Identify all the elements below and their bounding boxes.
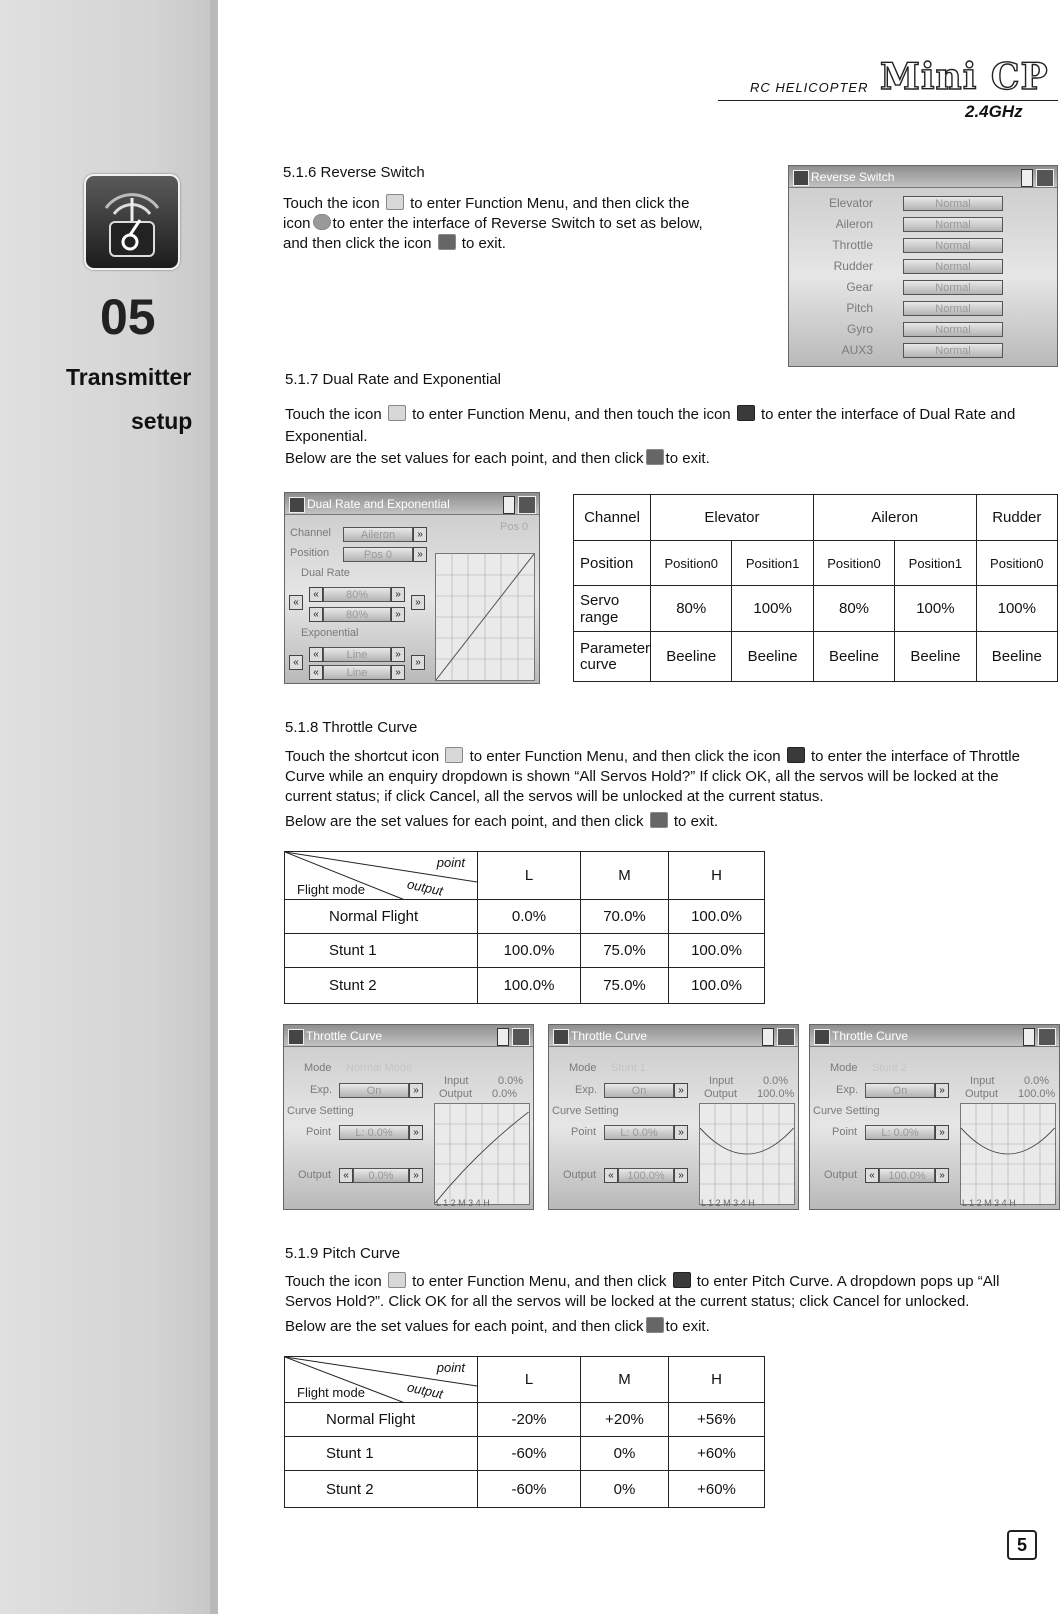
exit-icon bbox=[650, 812, 668, 828]
reverse-value-field[interactable]: Normal bbox=[903, 280, 1003, 295]
curve-setting-label: Curve Setting bbox=[287, 1105, 354, 1117]
page-number: 5 bbox=[1007, 1530, 1037, 1560]
throttle-curve-icon bbox=[787, 747, 805, 763]
table-cell: 70.0% bbox=[581, 900, 669, 934]
increase-arrow-icon[interactable]: » bbox=[391, 607, 405, 622]
exp-field[interactable]: On bbox=[339, 1083, 409, 1098]
channel-field[interactable]: Aileron bbox=[343, 527, 413, 542]
decrease-arrow-icon[interactable]: « bbox=[309, 665, 323, 680]
exp-field[interactable]: On bbox=[604, 1083, 674, 1098]
input-label: Input bbox=[444, 1075, 469, 1087]
decrease-arrow-icon[interactable]: « bbox=[604, 1168, 618, 1183]
transmitter-icon bbox=[84, 174, 180, 270]
reverse-value-field[interactable]: Normal bbox=[903, 238, 1003, 253]
throttle-curve-screen bbox=[809, 1024, 1060, 1210]
battery-icon bbox=[503, 496, 515, 514]
table-row bbox=[285, 1471, 765, 1508]
exit-icon bbox=[646, 1317, 664, 1333]
table-cell: Position1 bbox=[732, 541, 813, 586]
paragraph: Touch the icon to enter Function Menu, and then touch the icon to enter the interface of Dual Rate and Exponential. Below are the set values for each point, and then click to exit. bbox=[285, 406, 1016, 467]
throttle-curve-icon bbox=[553, 1029, 569, 1045]
output-label: Output bbox=[704, 1088, 738, 1100]
table-header: M bbox=[581, 852, 669, 900]
table-header: H bbox=[669, 1357, 765, 1403]
table-cell: 100.0% bbox=[478, 934, 581, 968]
decrease-arrow-icon[interactable]: « bbox=[339, 1168, 353, 1183]
throttle-curve-table bbox=[284, 851, 765, 1004]
reverse-value-field[interactable]: Normal bbox=[903, 322, 1003, 337]
input-value: 0.0% bbox=[498, 1075, 524, 1087]
output-value: 100.0% bbox=[1018, 1088, 1056, 1100]
next-arrow-icon[interactable]: » bbox=[935, 1083, 949, 1098]
mode-value: Stunt 1 bbox=[611, 1062, 646, 1074]
screen-title: Dual Rate and Exponential bbox=[285, 493, 539, 515]
table-cell: 0% bbox=[581, 1437, 669, 1471]
table-header: Channel bbox=[574, 495, 651, 541]
table-diagonal-header: point output Flight mode bbox=[285, 852, 478, 900]
reverse-value-field[interactable]: Normal bbox=[903, 259, 1003, 274]
channel-label: Aileron bbox=[835, 217, 873, 231]
mode-label: Mode bbox=[569, 1062, 597, 1074]
section-heading: 5.1.6 Reverse Switch bbox=[283, 164, 425, 181]
axis-labels: L 1 2 M 3 4 H bbox=[701, 1198, 755, 1208]
reverse-value-field[interactable]: Normal bbox=[903, 301, 1003, 316]
channel-label: Throttle bbox=[832, 238, 873, 252]
output-label: Output bbox=[298, 1169, 332, 1181]
dual-rate-label: Dual Rate bbox=[301, 567, 350, 579]
table-cell: Normal Flight bbox=[285, 900, 478, 934]
table-cell: -20% bbox=[478, 1403, 581, 1437]
reverse-switch-screen bbox=[788, 165, 1058, 367]
exponential-value-1[interactable]: Line bbox=[323, 647, 391, 662]
mode-value: Stunt 2 bbox=[872, 1062, 907, 1074]
function-menu-icon bbox=[445, 747, 463, 763]
input-label: Input bbox=[709, 1075, 734, 1087]
dual-rate-table bbox=[573, 494, 1058, 682]
output-field[interactable]: 100.0% bbox=[618, 1168, 674, 1183]
channel-label: Rudder bbox=[833, 259, 873, 273]
prev-arrow-icon[interactable]: « bbox=[289, 595, 303, 610]
sidebar-edge bbox=[210, 0, 218, 1614]
throttle-curve-screen bbox=[283, 1024, 534, 1210]
exit-icon bbox=[646, 449, 664, 465]
throttle-curve-screen bbox=[548, 1024, 799, 1210]
point-label: Point bbox=[571, 1126, 597, 1138]
table-diagonal-header: point output Flight mode bbox=[285, 1357, 478, 1403]
next-arrow-icon[interactable]: » bbox=[935, 1125, 949, 1140]
increase-arrow-icon[interactable]: » bbox=[391, 647, 405, 662]
channel-label: Channel bbox=[290, 527, 331, 539]
chapter-subtitle: setup bbox=[131, 408, 193, 434]
pitch-curve-table bbox=[284, 1356, 765, 1508]
exit-icon bbox=[438, 234, 456, 250]
output-label: Output bbox=[563, 1169, 597, 1181]
next-arrow-icon[interactable]: » bbox=[411, 595, 425, 610]
curve-graph bbox=[699, 1103, 795, 1205]
table-cell: Beeline bbox=[976, 632, 1057, 682]
exp-label: Exp. bbox=[836, 1084, 859, 1096]
table-cell: 100% bbox=[976, 586, 1057, 632]
table-cell: 0% bbox=[581, 1471, 669, 1508]
battery-icon bbox=[762, 1028, 774, 1046]
header-rc-label: RC HELICOPTER bbox=[750, 80, 869, 95]
input-label: Input bbox=[970, 1075, 995, 1087]
table-cell: Beeline bbox=[895, 632, 976, 682]
point-field[interactable]: L: 0.0% bbox=[865, 1125, 935, 1140]
header-divider bbox=[718, 100, 1058, 101]
mode-label: Mode bbox=[830, 1062, 858, 1074]
table-cell: Servo range bbox=[574, 586, 651, 632]
table-cell: 0.0% bbox=[478, 900, 581, 934]
table-header: L bbox=[478, 852, 581, 900]
curve-setting-label: Curve Setting bbox=[813, 1105, 880, 1117]
table-cell: +20% bbox=[581, 1403, 669, 1437]
function-menu-icon bbox=[388, 1272, 406, 1288]
table-cell: Stunt 1 bbox=[285, 1437, 478, 1471]
next-arrow-icon[interactable]: » bbox=[674, 1125, 688, 1140]
table-row bbox=[285, 934, 765, 968]
reverse-switch-icon bbox=[313, 214, 331, 230]
axis-labels: L 1 2 M 3 4 H bbox=[962, 1198, 1016, 1208]
header-logo: Mini CP bbox=[880, 56, 1049, 98]
throttle-curve-icon bbox=[288, 1029, 304, 1045]
battery-icon bbox=[1023, 1028, 1035, 1046]
next-arrow-icon[interactable]: » bbox=[413, 527, 427, 542]
mode-value: Normal Mode bbox=[346, 1062, 413, 1074]
dual-rate-value-2[interactable]: 80% bbox=[323, 607, 391, 622]
table-cell: 80% bbox=[813, 586, 894, 632]
table-cell: 100.0% bbox=[669, 968, 765, 1004]
pitch-curve-icon bbox=[673, 1272, 691, 1288]
table-header: Aileron bbox=[813, 495, 976, 541]
exit-icon[interactable] bbox=[1036, 169, 1054, 187]
input-value: 0.0% bbox=[1024, 1075, 1050, 1087]
next-arrow-icon[interactable]: » bbox=[409, 1083, 423, 1098]
table-cell: Stunt 2 bbox=[285, 968, 478, 1004]
section-heading: 5.1.7 Dual Rate and Exponential bbox=[285, 371, 501, 388]
curve-graph bbox=[960, 1103, 1056, 1205]
decrease-arrow-icon[interactable]: « bbox=[865, 1168, 879, 1183]
increase-arrow-icon[interactable]: » bbox=[935, 1168, 949, 1183]
section-heading: 5.1.9 Pitch Curve bbox=[285, 1245, 401, 1262]
table-row bbox=[285, 900, 765, 934]
dual-rate-value-1[interactable]: 80% bbox=[323, 587, 391, 602]
table-cell: Position1 bbox=[895, 541, 976, 586]
channel-label: AUX3 bbox=[841, 343, 873, 357]
screen-title: Reverse Switch bbox=[789, 166, 1057, 188]
table-cell: 100.0% bbox=[669, 934, 765, 968]
table-cell: Beeline bbox=[732, 632, 813, 682]
position-field[interactable]: Pos 0 bbox=[343, 547, 413, 562]
reverse-value-field[interactable]: Normal bbox=[903, 343, 1003, 358]
channel-label: Pitch bbox=[846, 301, 873, 315]
chapter-title: Transmitter bbox=[66, 364, 192, 390]
paragraph: Touch the shortcut icon to enter Function Menu, and then click the icon to enter the interface of Throttle Curve while an enquiry dropdown is shown “All Servos Hold?” If click OK, all the servos will be locked at the current status; if click Cancel, all the servos will be unlocked at the current status. Below are the set values for each point, and then click to exit. bbox=[285, 748, 1020, 830]
increase-arrow-icon[interactable]: » bbox=[391, 587, 405, 602]
curve-graph bbox=[434, 1103, 530, 1205]
table-row bbox=[285, 968, 765, 1004]
output-label: Output bbox=[439, 1088, 473, 1100]
table-header: L bbox=[478, 1357, 581, 1403]
output-label: Output bbox=[824, 1169, 858, 1181]
table-cell: Position0 bbox=[813, 541, 894, 586]
next-arrow-icon[interactable]: » bbox=[409, 1125, 423, 1140]
exponential-label: Exponential bbox=[301, 627, 359, 639]
point-label: Point bbox=[832, 1126, 858, 1138]
next-arrow-icon[interactable]: » bbox=[413, 547, 427, 562]
battery-icon bbox=[497, 1028, 509, 1046]
throttle-curve-icon bbox=[814, 1029, 830, 1045]
increase-arrow-icon[interactable]: » bbox=[674, 1168, 688, 1183]
mode-label: Mode bbox=[304, 1062, 332, 1074]
exp-label: Exp. bbox=[310, 1084, 333, 1096]
output-field[interactable]: 100.0% bbox=[879, 1168, 935, 1183]
table-cell: +60% bbox=[669, 1437, 765, 1471]
paragraph: Touch the icon to enter Function Menu, and then click to enter Pitch Curve. A dropdown pops up “All Servos Hold?”. Click OK for all the servos will be locked at the current status; click Cancel for unlocked. Below are the set values for each point, and then click to exit. bbox=[285, 1273, 1000, 1335]
table-cell: 100% bbox=[732, 586, 813, 632]
table-cell: Beeline bbox=[651, 632, 732, 682]
header-band: 2.4GHz bbox=[965, 102, 1023, 121]
next-arrow-icon[interactable]: » bbox=[411, 655, 425, 670]
output-value: 0.0% bbox=[492, 1088, 518, 1100]
table-cell: 75.0% bbox=[581, 968, 669, 1004]
screen-title: Throttle Curve bbox=[549, 1025, 798, 1047]
paragraph: Touch the icon to enter Function Menu, and then click the icon to enter the interface of Reverse Switch to set as below, and then click the icon to exit. bbox=[283, 195, 703, 252]
exit-icon[interactable] bbox=[518, 496, 536, 514]
table-header: Rudder bbox=[976, 495, 1057, 541]
point-field[interactable]: L: 0.0% bbox=[339, 1125, 409, 1140]
table-cell: Position0 bbox=[976, 541, 1057, 586]
position-label: Position bbox=[290, 547, 330, 559]
table-row bbox=[285, 1437, 765, 1471]
table-cell: Parameter curve bbox=[574, 632, 651, 682]
input-value: 0.0% bbox=[763, 1075, 789, 1087]
reverse-switch-icon bbox=[793, 170, 809, 186]
channel-label: Gear bbox=[846, 280, 873, 294]
chapter-number: 05 bbox=[100, 289, 156, 345]
decrease-arrow-icon[interactable]: « bbox=[309, 587, 323, 602]
channel-label: Elevator bbox=[828, 196, 873, 210]
channel-label: Gyro bbox=[846, 322, 873, 336]
table-cell: Position bbox=[574, 541, 651, 586]
table-cell: 80% bbox=[651, 586, 732, 632]
table-header: Elevator bbox=[651, 495, 814, 541]
table-cell: Stunt 1 bbox=[285, 934, 478, 968]
dual-rate-icon bbox=[289, 497, 305, 513]
table-cell: -60% bbox=[478, 1471, 581, 1508]
table-cell: 100% bbox=[895, 586, 976, 632]
table-cell: 75.0% bbox=[581, 934, 669, 968]
prev-arrow-icon[interactable]: « bbox=[289, 655, 303, 670]
table-cell: 100.0% bbox=[478, 968, 581, 1004]
output-label: Output bbox=[965, 1088, 999, 1100]
next-arrow-icon[interactable]: » bbox=[674, 1083, 688, 1098]
table-cell: Position0 bbox=[651, 541, 732, 586]
increase-arrow-icon[interactable]: » bbox=[391, 665, 405, 680]
exp-field[interactable]: On bbox=[865, 1083, 935, 1098]
exit-icon[interactable] bbox=[512, 1028, 530, 1046]
table-cell: -60% bbox=[478, 1437, 581, 1471]
curve-setting-label: Curve Setting bbox=[552, 1105, 619, 1117]
dual-rate-screen bbox=[284, 492, 540, 684]
screen-title: Throttle Curve bbox=[810, 1025, 1059, 1047]
increase-arrow-icon[interactable]: » bbox=[409, 1168, 423, 1183]
function-menu-icon bbox=[386, 194, 404, 210]
table-header: H bbox=[669, 852, 765, 900]
point-label: Point bbox=[306, 1126, 332, 1138]
function-menu-icon bbox=[388, 405, 406, 421]
decrease-arrow-icon[interactable]: « bbox=[309, 607, 323, 622]
table-cell: 100.0% bbox=[669, 900, 765, 934]
exponential-value-2[interactable]: Line bbox=[323, 665, 391, 680]
table-cell: +56% bbox=[669, 1403, 765, 1437]
dual-rate-icon bbox=[737, 405, 755, 421]
table-row bbox=[285, 1403, 765, 1437]
point-field[interactable]: L: 0.0% bbox=[604, 1125, 674, 1140]
reverse-value-field[interactable]: Normal bbox=[903, 217, 1003, 232]
screen-title: Throttle Curve bbox=[284, 1025, 533, 1047]
exit-icon[interactable] bbox=[1038, 1028, 1056, 1046]
curve-graph bbox=[435, 553, 535, 681]
reverse-value-field[interactable]: Normal bbox=[903, 196, 1003, 211]
decrease-arrow-icon[interactable]: « bbox=[309, 647, 323, 662]
table-cell: +60% bbox=[669, 1471, 765, 1508]
table-header: M bbox=[581, 1357, 669, 1403]
exp-label: Exp. bbox=[575, 1084, 598, 1096]
axis-labels: L 1 2 M 3 4 H bbox=[436, 1198, 490, 1208]
exit-icon[interactable] bbox=[777, 1028, 795, 1046]
table-cell: Stunt 2 bbox=[285, 1471, 478, 1508]
section-heading: 5.1.8 Throttle Curve bbox=[285, 719, 418, 736]
position-tag: Pos 0 bbox=[500, 521, 529, 533]
table-cell: Normal Flight bbox=[285, 1403, 478, 1437]
output-value: 100.0% bbox=[757, 1088, 795, 1100]
output-field[interactable]: 0.0% bbox=[353, 1168, 409, 1183]
table-cell: Beeline bbox=[813, 632, 894, 682]
battery-icon bbox=[1021, 169, 1033, 187]
